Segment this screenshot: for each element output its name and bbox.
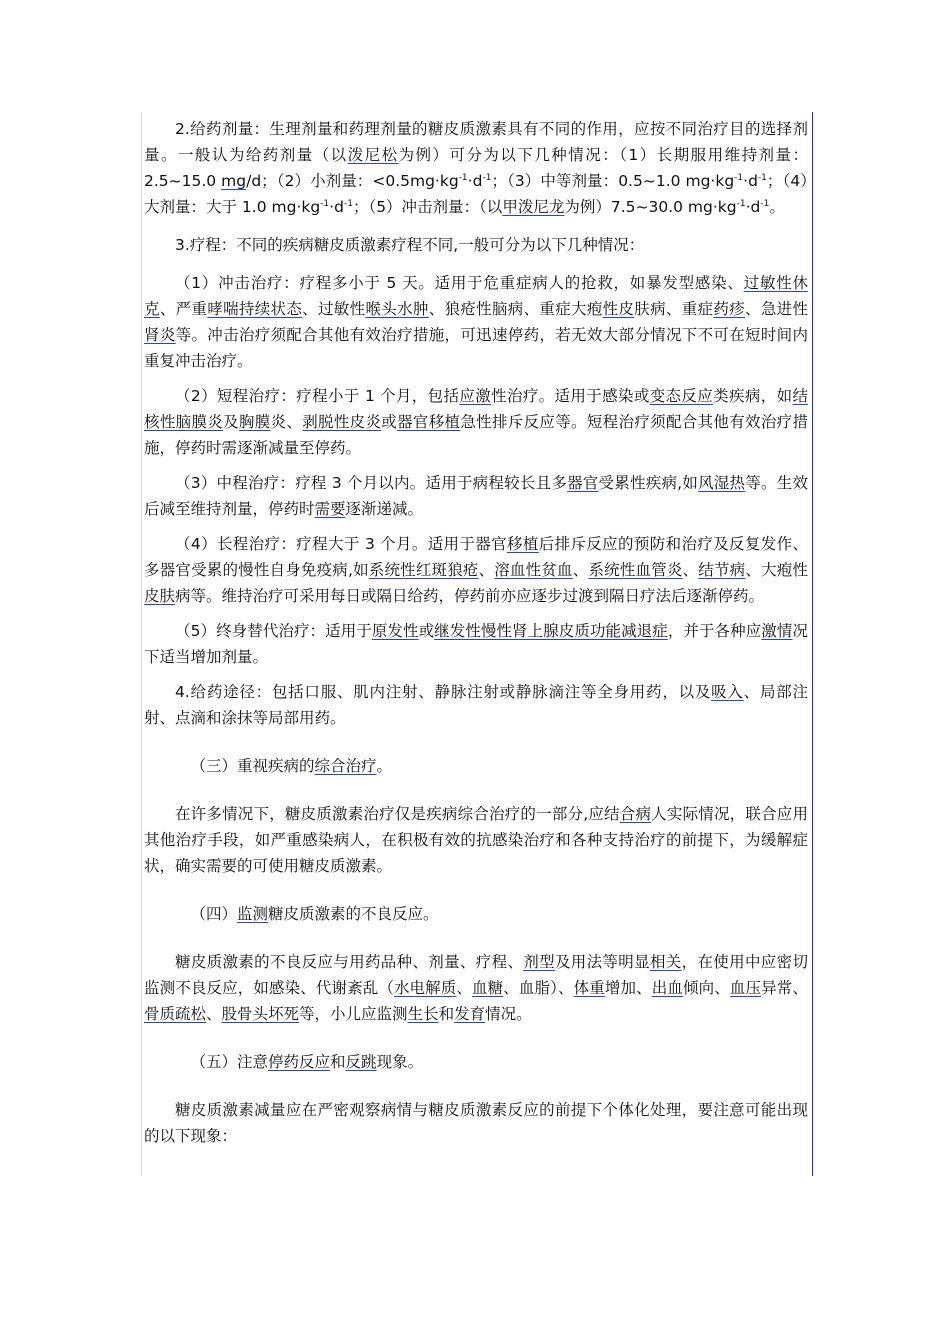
- term-link[interactable]: 系统性红斑狼疮: [368, 561, 479, 579]
- text-run: 在许多情况下，糖皮质激素治疗仅是疾病综合治疗的一部分,应结: [175, 805, 620, 823]
- text-run: 、大疱性: [745, 561, 808, 579]
- paragraph: [144, 531, 808, 609]
- text-run: 和: [438, 1005, 455, 1023]
- text-run: 逐渐递减。: [345, 500, 424, 518]
- text-run: 2.给药剂量：生理剂量和药理剂量的糖皮质激素具有不同的作用，应按不同治疗目的选择剂量。一般认为给药剂量（以: [144, 120, 808, 164]
- text-run: （五）注意: [190, 1053, 269, 1071]
- term-link[interactable]: 药疹: [713, 300, 746, 318]
- superscript: -1: [458, 172, 468, 183]
- text-run: ·d: [467, 172, 483, 190]
- text-run: 后排斥反应的预防和治疗及反复发作、多器官受累的慢性自身免疫病,如: [144, 535, 808, 579]
- text-run: 受累性疾病,如: [598, 474, 699, 492]
- term-link[interactable]: 继发性慢性肾上腺皮质功能减退症: [434, 622, 668, 640]
- text-run: （四）: [190, 905, 238, 923]
- term-link[interactable]: 激情: [761, 622, 793, 640]
- term-link[interactable]: 风湿热: [698, 474, 746, 492]
- text-run: 、血脂）、: [503, 979, 574, 997]
- term-link[interactable]: 需要: [314, 500, 346, 518]
- term-link[interactable]: 结节病: [698, 561, 746, 579]
- text-run: 、狼疮性脑病、重症大疱: [428, 300, 603, 318]
- text-run: 等。生效后减至维持剂量，停药时: [144, 474, 808, 518]
- term-link[interactable]: 移植: [507, 535, 539, 553]
- section-heading: [144, 1049, 808, 1075]
- term-link[interactable]: 性皮: [602, 300, 635, 318]
- text-run: 异常、: [761, 979, 808, 997]
- text-run: 人实际情况，联合应用其他治疗手段，如严重感染病人，在积极有效的抗感染治疗和各种支持治疗的前提下，为缓解症状，确实需要的可使用糖皮质激素。: [144, 805, 808, 875]
- term-link[interactable]: 胸膜: [238, 413, 271, 431]
- paragraph: [144, 618, 808, 670]
- text-run: 等。冲击治疗须配合其他有效治疗措施，可迅速停药，若无效大部分情况下不可在短时间内重复冲击治疗。: [144, 326, 808, 370]
- text-run: /d；（2）小剂量：<0.5mg·kg: [246, 172, 459, 190]
- text-run: （三）重视疾病的: [190, 757, 315, 775]
- paragraph: [144, 116, 808, 220]
- text-run: 为例）可分为以下几种情况：（1）长期服用维持剂量：2.5~15.0: [144, 146, 808, 190]
- text-run: 和: [330, 1053, 346, 1071]
- term-link[interactable]: 过敏性休克: [144, 274, 808, 318]
- text-run: 或: [381, 413, 398, 431]
- text-run: 、过敏性: [302, 300, 366, 318]
- text-run: 4.给药途径：包括口服、肌内注射、静脉注射或静脉滴注等全身用药，以及: [175, 683, 712, 701]
- text-run: 、: [682, 561, 699, 579]
- text-run: ·d: [745, 198, 761, 216]
- term-link[interactable]: 原发性: [371, 622, 419, 640]
- paragraph: [144, 801, 808, 879]
- superscript: -1: [734, 172, 744, 183]
- text-run: 、: [456, 979, 473, 997]
- text-run: 情况。: [485, 1005, 532, 1023]
- text-run: 。: [376, 757, 393, 775]
- text-run: 糖皮质激素减量应在严密观察病情与糖皮质激素反应的前提下个体化处理，要注意可能出现的以下现象：: [144, 1101, 808, 1145]
- term-link[interactable]: 吸入: [711, 683, 744, 701]
- text-run: 及: [223, 413, 239, 431]
- text-run: 、: [572, 561, 589, 579]
- term-link[interactable]: 出血: [651, 979, 684, 997]
- term-link[interactable]: 应激: [459, 387, 492, 405]
- section-heading: [144, 901, 808, 927]
- term-link[interactable]: 器官: [567, 474, 599, 492]
- text-run: 等，小儿应监测: [299, 1005, 408, 1023]
- term-link[interactable]: 生长: [407, 1005, 439, 1023]
- text-run: （4）长程治疗：疗程大于 3 个月。适用于器官: [175, 535, 507, 553]
- term-link[interactable]: 器官移植: [397, 413, 461, 431]
- section-heading: [144, 753, 808, 779]
- text-run: 及用法等明显: [554, 953, 650, 971]
- term-link[interactable]: 泼尼松: [347, 146, 399, 164]
- term-link[interactable]: 溶血性贫血: [494, 561, 573, 579]
- text-run: （2）短程治疗：疗程小于 1 个月，包括: [175, 387, 460, 405]
- text-run: ；（5）冲击剂量：（以: [352, 198, 503, 216]
- term-link[interactable]: 骨质疏松: [144, 1005, 207, 1023]
- term-link[interactable]: 综合治疗: [314, 757, 377, 775]
- text-run: （3）中程治疗：疗程 3 个月以内。适用于病程较长且多: [175, 474, 568, 492]
- superscript: -1: [760, 198, 770, 209]
- text-run: ，在使用中应密切监测不良反应，如感染、代谢紊乱（: [144, 953, 808, 997]
- text-run: ·d: [329, 198, 344, 216]
- term-link[interactable]: 变态反应: [649, 387, 714, 405]
- text-run: 、: [478, 561, 495, 579]
- text-run: 病等。维持治疗可采用每日或隔日给药，停药前亦应逐步过渡到隔日疗法后逐渐停药。: [175, 587, 765, 605]
- term-link[interactable]: 系统性血管炎: [588, 561, 683, 579]
- text-run: 糖皮质激素的不良反应与用药品种、剂量、疗程、: [175, 953, 524, 971]
- paragraph: [144, 270, 808, 374]
- paragraph: [144, 1097, 808, 1149]
- term-link[interactable]: 水电解质: [393, 979, 457, 997]
- superscript: -1: [482, 172, 492, 183]
- text-run: 现象。: [376, 1053, 424, 1071]
- term-link[interactable]: mg: [221, 172, 247, 190]
- text-run: 、: [206, 1005, 222, 1023]
- term-link[interactable]: 皮肤: [144, 587, 176, 605]
- paragraph: [144, 232, 808, 258]
- superscript: -1: [736, 198, 746, 209]
- text-run: 糖皮质激素的不良反应。: [268, 905, 439, 923]
- term-link[interactable]: 相关: [649, 953, 682, 971]
- term-link[interactable]: 停药反应: [268, 1053, 331, 1071]
- paragraph: [144, 679, 808, 731]
- text-run: 倾向、: [683, 979, 730, 997]
- text-run: ；（3）中等剂量：0.5~1.0 mg·kg: [491, 172, 735, 190]
- text-run: 增加、: [604, 979, 652, 997]
- term-link[interactable]: 哮喘持续状态: [207, 300, 303, 318]
- text-run: ；（4）大剂量：大于 1.0 mg·kg: [144, 172, 808, 216]
- term-link[interactable]: 剂型: [523, 953, 555, 971]
- text-run: 炎、: [270, 413, 303, 431]
- term-link[interactable]: 体重: [573, 979, 605, 997]
- text-run: 或: [418, 622, 435, 640]
- text-run: 类疾病，如: [713, 387, 793, 405]
- text-run: 肤病、重症: [634, 300, 714, 318]
- text-run: ，并于各种应: [667, 622, 762, 640]
- text-run: 为例）7.5~30.0 mg·kg: [564, 198, 737, 216]
- text-run: 况下适当增加剂量。: [144, 622, 808, 666]
- text-run: ·d: [743, 172, 758, 190]
- text-run: 、严重: [159, 300, 208, 318]
- term-link[interactable]: 血糖: [472, 979, 504, 997]
- text-run: 3.疗程：不同的疾病糖皮质激素疗程不同,一般可分为以下几种情况：: [175, 236, 645, 254]
- superscript: -1: [757, 172, 767, 183]
- term-link[interactable]: 合病: [619, 805, 652, 823]
- term-link[interactable]: 反跳: [345, 1053, 377, 1071]
- term-link[interactable]: 监测: [237, 905, 269, 923]
- superscript: -1: [320, 198, 330, 209]
- paragraph: [144, 383, 808, 461]
- text-run: 急性排斥反应等。短程治疗须配合其他有效治疗措施，停药时需逐渐减量至停药。: [144, 413, 808, 457]
- text-run: （1）冲击治疗：疗程多小于 5 天。适用于危重症病人的抢救，如暴发型感染、: [175, 274, 744, 292]
- superscript: -1: [343, 198, 353, 209]
- document-body: [144, 116, 808, 1158]
- text-run: 。: [769, 198, 785, 216]
- text-run: 、局部注射、点滴和涂抹等局部用药。: [144, 683, 808, 727]
- text-run: 性治疗。适用于感染或: [491, 387, 650, 405]
- term-link[interactable]: 甲泼尼龙: [502, 198, 565, 216]
- paragraph: [144, 470, 808, 522]
- term-link[interactable]: 喉头水肿: [365, 300, 429, 318]
- term-link[interactable]: 剥脱性皮炎: [302, 413, 382, 431]
- paragraph: [144, 949, 808, 1027]
- term-link[interactable]: 肾炎: [144, 326, 176, 344]
- text-run: 、急进性: [745, 300, 808, 318]
- text-run: （5）终身替代治疗：适用于: [175, 622, 372, 640]
- term-link[interactable]: 结核性脑膜炎: [144, 387, 808, 431]
- term-link[interactable]: 股骨头坏死: [221, 1005, 300, 1023]
- term-link[interactable]: 发育: [454, 1005, 486, 1023]
- term-link[interactable]: 血压: [729, 979, 762, 997]
